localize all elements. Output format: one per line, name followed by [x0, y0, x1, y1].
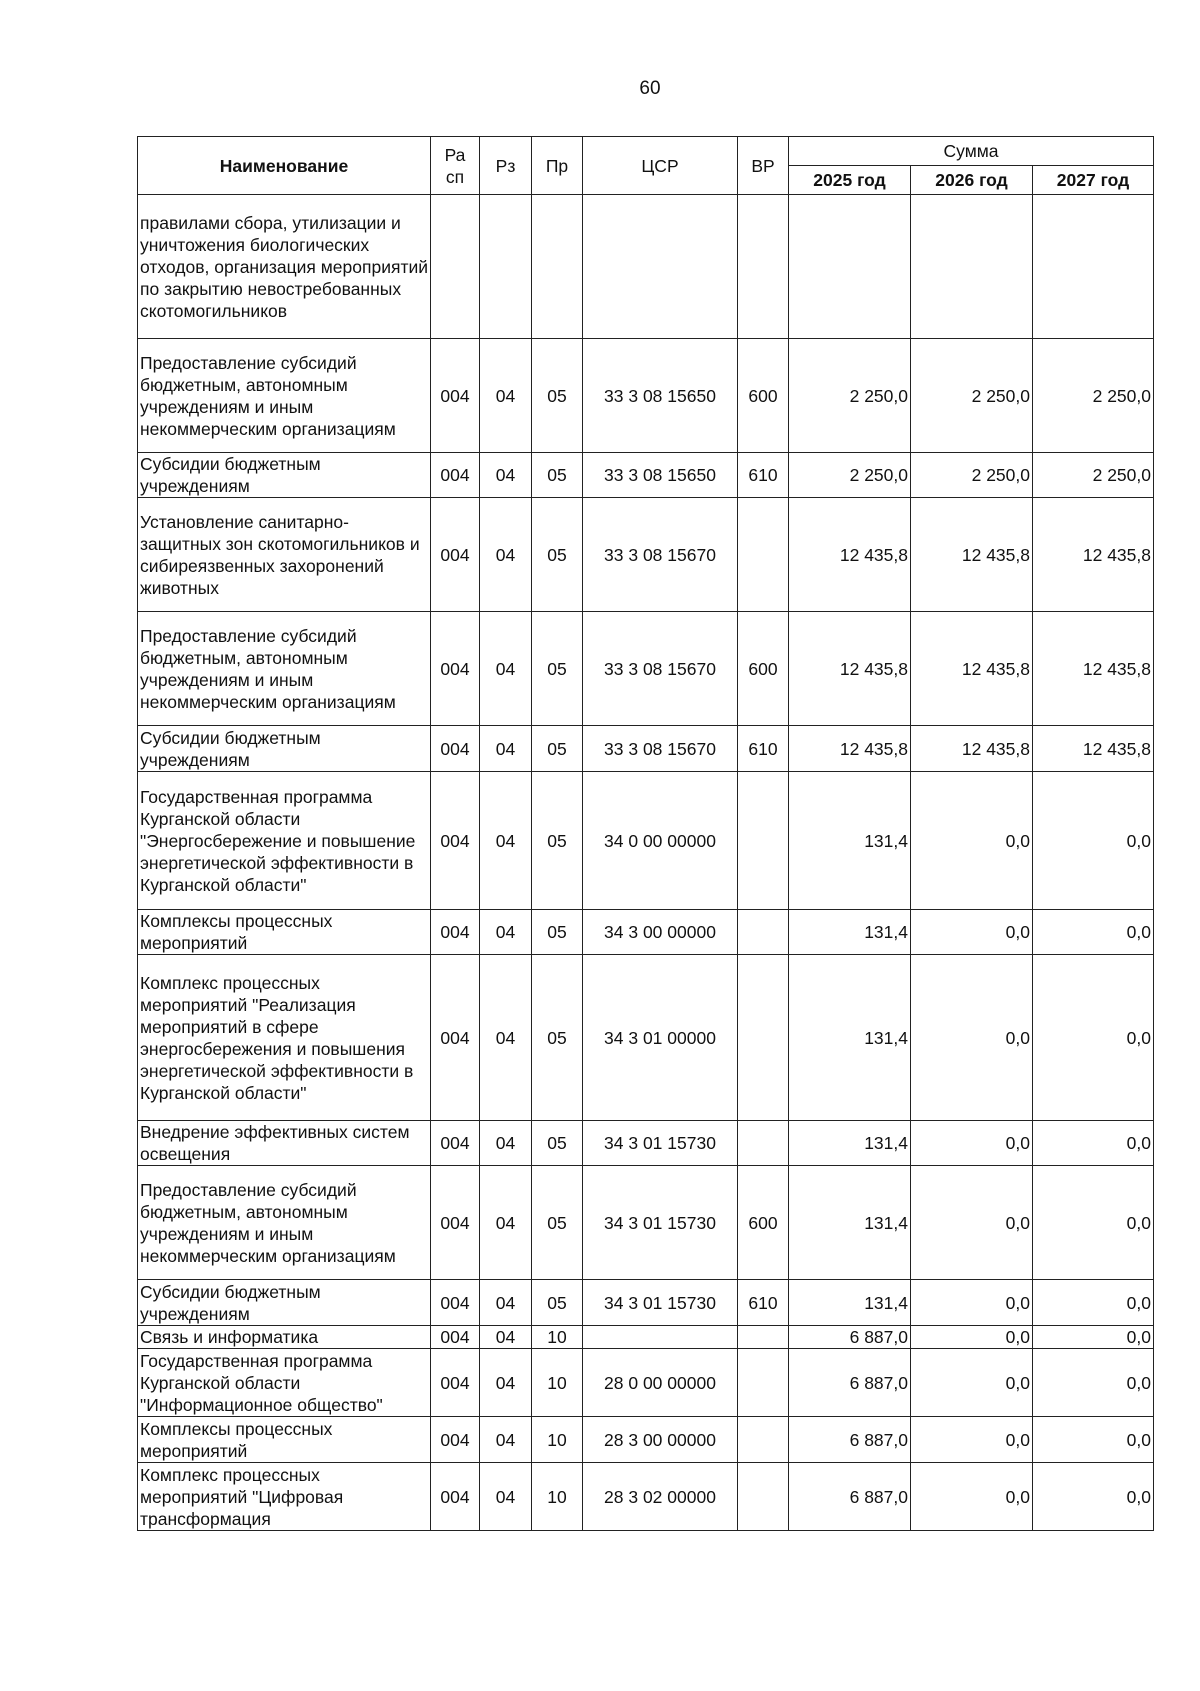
- cell-y2025: 131,4: [789, 955, 911, 1121]
- cell-y2026: 0,0: [911, 772, 1033, 910]
- cell-vr: 600: [738, 339, 789, 453]
- table-row: [138, 453, 1154, 498]
- cell-name: правилами сбора, утилизации и уничтожения биологических отходов, организация мероприятий по закрытию невостребованных скотомогильников: [138, 195, 431, 339]
- cell-csr: 33 3 08 15670: [583, 612, 738, 726]
- cell-rasp: 004: [431, 498, 480, 612]
- cell-y2027: 0,0: [1033, 1280, 1154, 1326]
- header-year-2027: 2027 год: [1033, 166, 1154, 195]
- cell-csr: [583, 1326, 738, 1349]
- cell-pr: [532, 195, 583, 339]
- cell-y2025: 131,4: [789, 772, 911, 910]
- cell-y2026: 0,0: [911, 1417, 1033, 1463]
- cell-rasp: [431, 195, 480, 339]
- cell-y2027: 0,0: [1033, 1121, 1154, 1166]
- cell-rz: 04: [480, 453, 532, 498]
- cell-y2026: 0,0: [911, 1463, 1033, 1531]
- header-name: Наименование: [138, 137, 431, 195]
- cell-y2027: 0,0: [1033, 1166, 1154, 1280]
- cell-name: Предоставление субсидий бюджетным, автономным учреждениям и иным некоммерческим организациям: [138, 612, 431, 726]
- cell-y2026: 0,0: [911, 910, 1033, 955]
- cell-y2026: 2 250,0: [911, 453, 1033, 498]
- cell-rz: 04: [480, 1326, 532, 1349]
- cell-csr: 28 3 00 00000: [583, 1417, 738, 1463]
- cell-rz: 04: [480, 1280, 532, 1326]
- cell-name: Субсидии бюджетным учреждениям: [138, 726, 431, 772]
- cell-vr: [738, 910, 789, 955]
- cell-rasp: 004: [431, 910, 480, 955]
- cell-name: Комплекс процессных мероприятий "Цифровая трансформация: [138, 1463, 431, 1531]
- cell-y2026: 0,0: [911, 1326, 1033, 1349]
- cell-pr: 10: [532, 1417, 583, 1463]
- page-number: 60: [639, 78, 661, 99]
- header-year-2026: 2026 год: [911, 166, 1033, 195]
- cell-y2025: 6 887,0: [789, 1326, 911, 1349]
- cell-vr: 600: [738, 1166, 789, 1280]
- header-rasp-line2: сп: [445, 166, 465, 187]
- cell-rz: [480, 195, 532, 339]
- cell-pr: 10: [532, 1326, 583, 1349]
- cell-y2026: 0,0: [911, 955, 1033, 1121]
- cell-rasp: 004: [431, 453, 480, 498]
- cell-y2027: 2 250,0: [1033, 339, 1154, 453]
- cell-pr: 05: [532, 498, 583, 612]
- table-row: [138, 1166, 1154, 1280]
- cell-name: Связь и информатика: [138, 1326, 431, 1349]
- cell-vr: [738, 498, 789, 612]
- table-row: [138, 1463, 1154, 1531]
- header-rz: Рз: [480, 137, 532, 195]
- header-pr: Пр: [532, 137, 583, 195]
- cell-y2025: 131,4: [789, 1121, 911, 1166]
- cell-vr: [738, 1417, 789, 1463]
- table-row: [138, 195, 1154, 339]
- table-row: [138, 955, 1154, 1121]
- cell-y2027: 0,0: [1033, 1326, 1154, 1349]
- cell-vr: 610: [738, 453, 789, 498]
- budget-table: [137, 136, 1154, 1531]
- cell-rz: 04: [480, 1121, 532, 1166]
- cell-pr: 05: [532, 955, 583, 1121]
- table-row: [138, 726, 1154, 772]
- cell-y2025: 6 887,0: [789, 1417, 911, 1463]
- cell-y2027: 0,0: [1033, 910, 1154, 955]
- cell-pr: 05: [532, 772, 583, 910]
- cell-rasp: 004: [431, 772, 480, 910]
- cell-rz: 04: [480, 498, 532, 612]
- cell-y2026: 0,0: [911, 1349, 1033, 1417]
- header-csr: ЦСР: [583, 137, 738, 195]
- cell-rz: 04: [480, 772, 532, 910]
- cell-y2025: 131,4: [789, 1166, 911, 1280]
- table-row: [138, 772, 1154, 910]
- cell-y2027: 0,0: [1033, 1463, 1154, 1531]
- cell-pr: 05: [532, 726, 583, 772]
- cell-y2025: 131,4: [789, 910, 911, 955]
- cell-pr: 05: [532, 1280, 583, 1326]
- cell-vr: 610: [738, 726, 789, 772]
- table-body: [138, 195, 1154, 1531]
- cell-y2027: 0,0: [1033, 1349, 1154, 1417]
- cell-pr: 10: [532, 1349, 583, 1417]
- cell-y2026: 12 435,8: [911, 498, 1033, 612]
- table-row: [138, 339, 1154, 453]
- cell-pr: 05: [532, 453, 583, 498]
- cell-y2027: 12 435,8: [1033, 498, 1154, 612]
- cell-name: Предоставление субсидий бюджетным, автономным учреждениям и иным некоммерческим организациям: [138, 1166, 431, 1280]
- cell-name: Субсидии бюджетным учреждениям: [138, 453, 431, 498]
- table-row: [138, 1349, 1154, 1417]
- cell-csr: 33 3 08 15670: [583, 498, 738, 612]
- cell-name: Субсидии бюджетным учреждениям: [138, 1280, 431, 1326]
- header-year-2025: 2025 год: [789, 166, 911, 195]
- cell-rasp: 004: [431, 1121, 480, 1166]
- cell-y2025: 12 435,8: [789, 726, 911, 772]
- cell-vr: 610: [738, 1280, 789, 1326]
- cell-y2026: 0,0: [911, 1280, 1033, 1326]
- cell-rasp: 004: [431, 726, 480, 772]
- cell-y2026: 0,0: [911, 1166, 1033, 1280]
- cell-y2026: 12 435,8: [911, 726, 1033, 772]
- cell-rasp: 004: [431, 1463, 480, 1531]
- cell-vr: [738, 772, 789, 910]
- table-row: [138, 1280, 1154, 1326]
- cell-csr: 34 3 01 15730: [583, 1121, 738, 1166]
- cell-y2027: 0,0: [1033, 772, 1154, 910]
- cell-vr: [738, 1326, 789, 1349]
- cell-y2025: 6 887,0: [789, 1349, 911, 1417]
- cell-csr: 33 3 08 15650: [583, 339, 738, 453]
- cell-name: Государственная программа Курганской области "Информационное общество": [138, 1349, 431, 1417]
- cell-csr: 34 3 00 00000: [583, 910, 738, 955]
- cell-y2027: 12 435,8: [1033, 612, 1154, 726]
- cell-rasp: 004: [431, 1417, 480, 1463]
- cell-pr: 05: [532, 1121, 583, 1166]
- cell-name: Предоставление субсидий бюджетным, автономным учреждениям и иным некоммерческим организациям: [138, 339, 431, 453]
- cell-vr: [738, 195, 789, 339]
- cell-y2027: 2 250,0: [1033, 453, 1154, 498]
- cell-pr: 05: [532, 1166, 583, 1280]
- header-rasp-line1: Ра: [444, 144, 466, 165]
- cell-rasp: 004: [431, 1280, 480, 1326]
- cell-rz: 04: [480, 955, 532, 1121]
- cell-y2026: 12 435,8: [911, 612, 1033, 726]
- cell-rasp: 004: [431, 1349, 480, 1417]
- cell-csr: 33 3 08 15650: [583, 453, 738, 498]
- cell-vr: [738, 1349, 789, 1417]
- table-row: [138, 910, 1154, 955]
- table-row: [138, 1417, 1154, 1463]
- cell-rz: 04: [480, 1417, 532, 1463]
- table-row: [138, 1121, 1154, 1166]
- cell-y2025: 131,4: [789, 1280, 911, 1326]
- header-vr: ВР: [738, 137, 789, 195]
- cell-pr: 05: [532, 339, 583, 453]
- cell-csr: 34 3 01 15730: [583, 1166, 738, 1280]
- cell-rasp: 004: [431, 1326, 480, 1349]
- cell-y2027: 0,0: [1033, 955, 1154, 1121]
- cell-y2025: 2 250,0: [789, 453, 911, 498]
- cell-y2026: [911, 195, 1033, 339]
- cell-vr: [738, 1121, 789, 1166]
- cell-name: Комплексы процессных мероприятий: [138, 1417, 431, 1463]
- cell-vr: [738, 955, 789, 1121]
- cell-csr: 28 3 02 00000: [583, 1463, 738, 1531]
- cell-y2026: 2 250,0: [911, 339, 1033, 453]
- cell-vr: [738, 1463, 789, 1531]
- cell-y2027: 0,0: [1033, 1417, 1154, 1463]
- cell-rz: 04: [480, 1463, 532, 1531]
- header-sum: Сумма: [789, 137, 1154, 166]
- cell-rz: 04: [480, 726, 532, 772]
- table-row: [138, 498, 1154, 612]
- cell-y2027: 12 435,8: [1033, 726, 1154, 772]
- cell-pr: 05: [532, 910, 583, 955]
- cell-pr: 10: [532, 1463, 583, 1531]
- cell-name: Комплексы процессных мероприятий: [138, 910, 431, 955]
- cell-y2025: [789, 195, 911, 339]
- cell-csr: 33 3 08 15670: [583, 726, 738, 772]
- cell-csr: 34 0 00 00000: [583, 772, 738, 910]
- table-row: [138, 612, 1154, 726]
- cell-pr: 05: [532, 612, 583, 726]
- cell-csr: [583, 195, 738, 339]
- cell-name: Установление санитарно-защитных зон скотомогильников и сибиреязвенных захоронений животных: [138, 498, 431, 612]
- cell-rz: 04: [480, 1349, 532, 1417]
- cell-rz: 04: [480, 612, 532, 726]
- cell-y2026: 0,0: [911, 1121, 1033, 1166]
- cell-rasp: 004: [431, 955, 480, 1121]
- cell-rasp: 004: [431, 1166, 480, 1280]
- cell-csr: 34 3 01 00000: [583, 955, 738, 1121]
- cell-name: Внедрение эффективных систем освещения: [138, 1121, 431, 1166]
- cell-y2027: [1033, 195, 1154, 339]
- cell-csr: 34 3 01 15730: [583, 1280, 738, 1326]
- cell-rz: 04: [480, 910, 532, 955]
- cell-csr: 28 0 00 00000: [583, 1349, 738, 1417]
- cell-name: Комплекс процессных мероприятий "Реализация мероприятий в сфере энергосбережения и повышения энергетической эффективности в Курганской области": [138, 955, 431, 1121]
- cell-rasp: 004: [431, 612, 480, 726]
- cell-y2025: 12 435,8: [789, 612, 911, 726]
- cell-y2025: 2 250,0: [789, 339, 911, 453]
- table-row: [138, 1326, 1154, 1349]
- cell-rz: 04: [480, 1166, 532, 1280]
- cell-rasp: 004: [431, 339, 480, 453]
- header-rasp: [431, 137, 480, 195]
- cell-vr: 600: [738, 612, 789, 726]
- cell-y2025: 6 887,0: [789, 1463, 911, 1531]
- cell-y2025: 12 435,8: [789, 498, 911, 612]
- cell-rz: 04: [480, 339, 532, 453]
- cell-name: Государственная программа Курганской области "Энергосбережение и повышение энергетической эффективности в Курганской области": [138, 772, 431, 910]
